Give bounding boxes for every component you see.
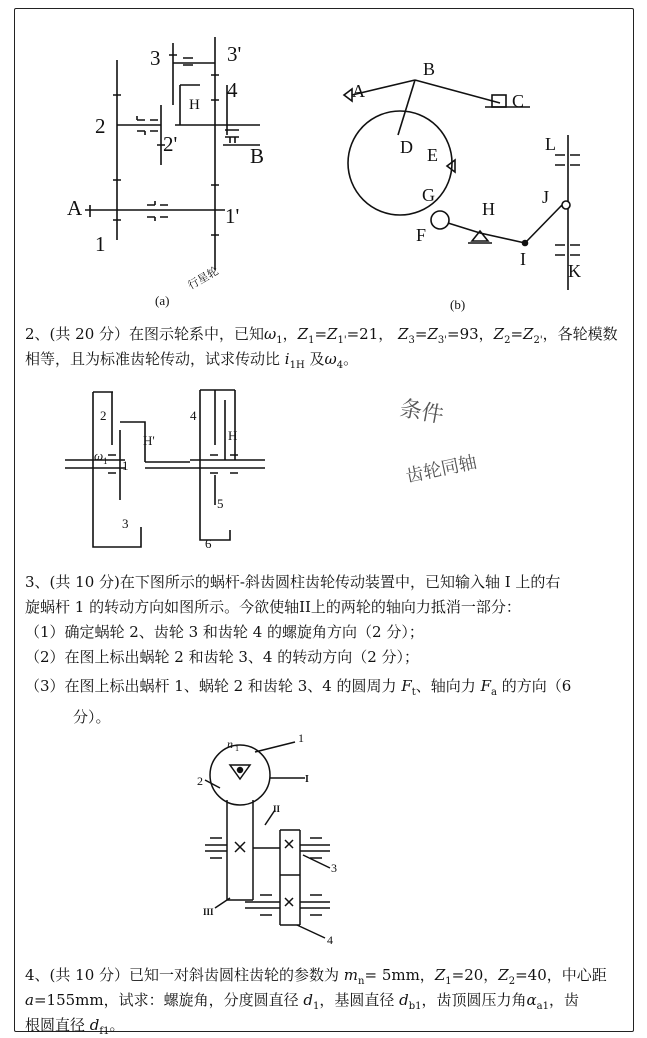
q2-prefix: 2、(共 20 分）在图示轮系中，已知 [25,325,265,343]
caption-a: (a) [155,293,170,308]
q2-omega1: ω [264,325,277,343]
link-label-g: G [422,185,435,205]
label-a: A [67,196,83,220]
q2-eq3b: =93， [447,325,494,343]
q2-eq2: = [510,325,524,343]
q4-line2: 根圆直径 [25,1016,90,1034]
q3-fa-sub: a [490,687,497,698]
q2-label-6: 6 [205,536,212,551]
question-2-line-1: 2、(共 20 分）在图示轮系中，已知$\omega_1$，$Z_1=Z_{1'}=21$， $Z_3=Z_{3'}=93$，$Z_2=Z_{2'}$，各轮模数 [25,325,618,346]
label-3: 3 [150,46,161,70]
q4-z1: Z [434,966,446,984]
link-label-d: D [400,137,413,157]
q2-omega4-sub: 4 [336,360,344,371]
q3-fa: F [480,677,491,695]
q3-ft-sub: t [411,687,416,698]
q4-mn-val: = 5mm， [364,966,435,984]
q4-mn: m [343,966,359,984]
link-label-e: E [427,145,438,165]
caption-b: (b) [450,297,466,312]
figure-a-gear-train [55,25,285,315]
label-2: 2 [95,114,106,138]
link-label-k: K [568,261,581,281]
q4-prefix: 4、(共 10 分）已知一对斜齿圆柱齿轮的参数为 [25,966,344,984]
question-2-line-2 [25,347,625,372]
q2-eq1b: =21， [346,325,394,343]
question-4 [25,963,630,1038]
q2-label-h: H [228,428,238,443]
q2-z1-sub: 1 [308,335,315,346]
q3-label-4: 4 [327,933,333,947]
q4-d1-sub: 1 [312,1001,320,1012]
q2-z2p-sub: 2' [533,335,543,346]
link-label-h: H [482,199,495,219]
q3-label-3: 3 [331,861,337,875]
q4-mid: ，基圆直径 [319,991,400,1009]
q2-label-1: 1 [122,458,129,473]
q3-label-n1: n [227,737,233,751]
label-1-prime: 1' [225,204,240,228]
q4-line-3 [25,1013,630,1038]
q2-label-omega1: ω [94,448,104,463]
q3-item-3-cont: 分）。 [73,708,111,726]
q2-z3-sub: 3 [408,335,415,346]
q2-z3p-sub: 3' [437,335,447,346]
q3-label-axis-iii: III [203,907,214,917]
q2-z2: Z [493,325,505,343]
q2-z3: Z [398,325,409,343]
q3-item3a: （3）在图上标出蜗杆 1、蜗轮 2 和齿轮 3、4 的圆周力 [25,677,402,695]
link-label-j: J [542,187,550,207]
q4-z1-sub: 1 [445,976,452,987]
question-2 [25,322,625,372]
figure-q2-gear-train [60,380,270,560]
q3-label-1: 1 [298,731,304,745]
q3-label-axis-i: I [305,774,309,785]
q3-label-2: 2 [197,774,203,788]
q2-z2p: Z [523,325,534,343]
q4-mid3: ，齿 [549,991,580,1009]
figure-b-linkage [330,55,600,315]
q4-z2-sub: 2 [508,976,516,987]
q4-line-1 [25,963,630,988]
link-label-b: B [423,59,436,79]
q4-z2-val: =40，中心距 [515,966,607,984]
q2-line2c: 。 [343,350,359,368]
q2-i1h: i [284,350,290,368]
label-3-prime: 3' [227,42,242,66]
q3-line-1: 3、(共 10 分)在下图所示的蜗杆-斜齿圆柱齿轮传动装置中，已知输入轴 I 上的右 [25,573,561,591]
handwriting-note-1: 条件 [397,396,446,429]
q4-z1-val: =20， [451,966,499,984]
q4-z2: Z [498,966,509,984]
q2-omega4: ω [324,350,337,368]
q2-z1p-sub: 1' [337,335,347,346]
figure-q3-worm-drive [185,730,365,960]
handwriting-note-2: 齿轮同轴 [403,451,479,488]
q4-line-2 [25,988,630,1013]
q4-db1: d [399,991,409,1009]
q2-eq1: = [314,325,328,343]
q2-label-3: 3 [122,516,129,531]
q2-tail1: ，各轮模数 [542,325,618,343]
link-label-f: F [416,225,427,245]
q3-ft: F [401,677,412,695]
q4-a: a [25,991,34,1009]
q3-label-axis-ii: II [273,804,281,814]
q4-db1-sub: b1 [408,1001,422,1012]
q2-z1: Z [297,325,309,343]
q2-omega1-sub: 1 [276,335,283,346]
q3-label-n1-sub: 1 [235,744,239,753]
q4-mid2: ，齿顶圆压力角 [421,991,527,1009]
handwriting-note: 行星轮 [186,265,221,293]
q2-eq3: = [414,325,428,343]
q3-item3b: 、轴向力 [415,677,481,695]
q2-line2a: 相等，且为标准齿轮传动，试求传动比 [25,350,285,368]
q4-aa1-sub: a1 [536,1001,549,1012]
q4-aa1: α [526,991,537,1009]
q3-item-3 [25,674,630,699]
link-label-c: C [512,91,525,111]
q4-a-val: =155mm，试求：螺旋角，分度圆直径 [33,991,304,1009]
q2-z1p: Z [327,325,338,343]
q3-item-2: （2）在图上标出蜗轮 2 和齿轮 3、4 的转动方向（2 分）； [25,648,420,666]
q4-df1-sub: f1 [99,1026,110,1037]
q2-label-h-prime: H' [143,433,155,448]
q4-end: 。 [109,1016,125,1034]
q3-item3c: 的方向（6 [496,677,572,695]
label-2-prime: 2' [163,132,178,156]
q2-i1h-sub: 1H [289,360,305,371]
link-label-i: I [520,249,526,269]
question-3 [25,570,630,730]
q4-mn-sub: n [358,976,365,987]
q3-line-2: 旋蜗杆 1 的转动方向如图所示。今欲使轴II上的两轮的轴向力抵消一部分： [25,598,521,616]
q2-label-omega1-sub: 1 [103,456,108,466]
label-4: 4 [227,78,238,102]
q3-item-1: （1）确定蜗轮 2、齿轮 3 和齿轮 4 的螺旋角方向（2 分）； [25,623,424,641]
label-b: B [250,144,265,168]
q2-label-2: 2 [100,408,107,423]
q4-df1: d [89,1016,100,1034]
label-1: 1 [95,232,106,256]
q2-z2-sub: 2 [504,335,511,346]
q2-label-5: 5 [217,496,224,511]
label-h: H [189,97,200,113]
q4-d1: d [303,991,313,1009]
link-label-a: A [352,81,365,101]
q2-line2b: 及 [304,350,325,368]
q2-z3p: Z [427,325,438,343]
link-label-l: L [545,134,556,154]
q2-label-4: 4 [190,408,197,423]
